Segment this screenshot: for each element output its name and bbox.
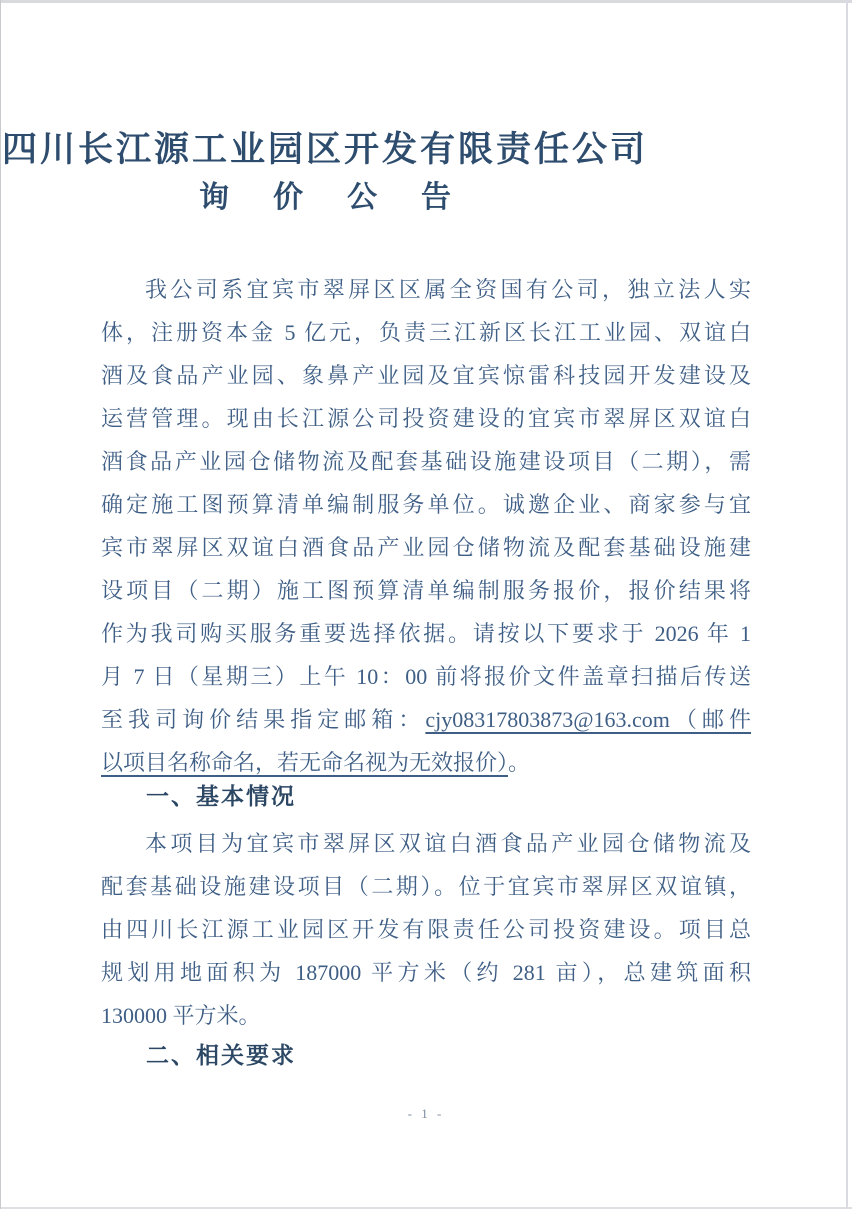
paragraph-line: 作为我司购买服务重要选择依据。请按以下要求于 2026 年 1	[101, 621, 751, 646]
paragraph-line: 130000 平方米。	[101, 1003, 261, 1028]
paragraph-line: 我公司系宜宾市翠屏区区属全资国有公司，独立法人实	[145, 277, 751, 302]
email-address: cjy08317803873@163.com（邮件	[425, 707, 751, 732]
announcement-title: 询价公告	[199, 181, 495, 214]
paragraph-line: 本项目为宜宾市翠屏区双谊白酒食品产业园仓储物流及	[145, 831, 751, 856]
intro-paragraph	[101, 268, 751, 784]
company-name-title: 四川长江源工业园区开发有限责任公司	[1, 130, 648, 169]
email-line-prefix: 至我司询价结果指定邮箱：	[101, 707, 426, 732]
email-note-line	[101, 741, 751, 784]
section-heading-basic-info: 一、基本情况	[146, 783, 296, 809]
paragraph-line: 酒食品产业园仓储物流及配套基础设施建设项目（二期），需	[101, 449, 751, 474]
project-paragraph	[101, 822, 751, 1037]
paragraph-line: 规划用地面积为 187000 平方米（约 281 亩），总建筑面积	[101, 960, 751, 985]
paragraph-line: 体，注册资本金 5 亿元，负责三江新区长江工业园、双谊白	[101, 320, 751, 345]
email-note-underlined: 以项目名称命名，若无命名视为无效报价）	[101, 750, 509, 775]
paragraph-line: 确定施工图预算清单编制服务单位。诚邀企业、商家参与宜	[101, 492, 751, 517]
paragraph-line: 月 7 日（星期三）上午 10：00 前将报价文件盖章扫描后传送	[101, 664, 751, 689]
scan-edge-top	[0, 0, 852, 3]
paragraph-line: 酒及食品产业园、象鼻产业园及宜宾惊雷科技园开发建设及	[101, 363, 751, 388]
paragraph-line: 配套基础设施建设项目（二期）。位于宜宾市翠屏区双谊镇，	[101, 874, 751, 899]
email-line	[101, 698, 751, 741]
email-note-period: 。	[508, 750, 531, 775]
paragraph-line: 设项目（二期）施工图预算清单编制服务报价，报价结果将	[101, 578, 751, 603]
paragraph-line: 由四川长江源工业园区开发有限责任公司投资建设。项目总	[101, 917, 751, 942]
paragraph-line: 宾市翠屏区双谊白酒食品产业园仓储物流及配套基础设施建	[101, 535, 751, 560]
page-number: - 1 -	[407, 1106, 445, 1121]
paragraph-line: 运营管理。现由长江源公司投资建设的宜宾市翠屏区双谊白	[101, 406, 751, 431]
scan-edge-right	[846, 0, 848, 1209]
section-heading-requirements: 二、相关要求	[146, 1042, 296, 1068]
